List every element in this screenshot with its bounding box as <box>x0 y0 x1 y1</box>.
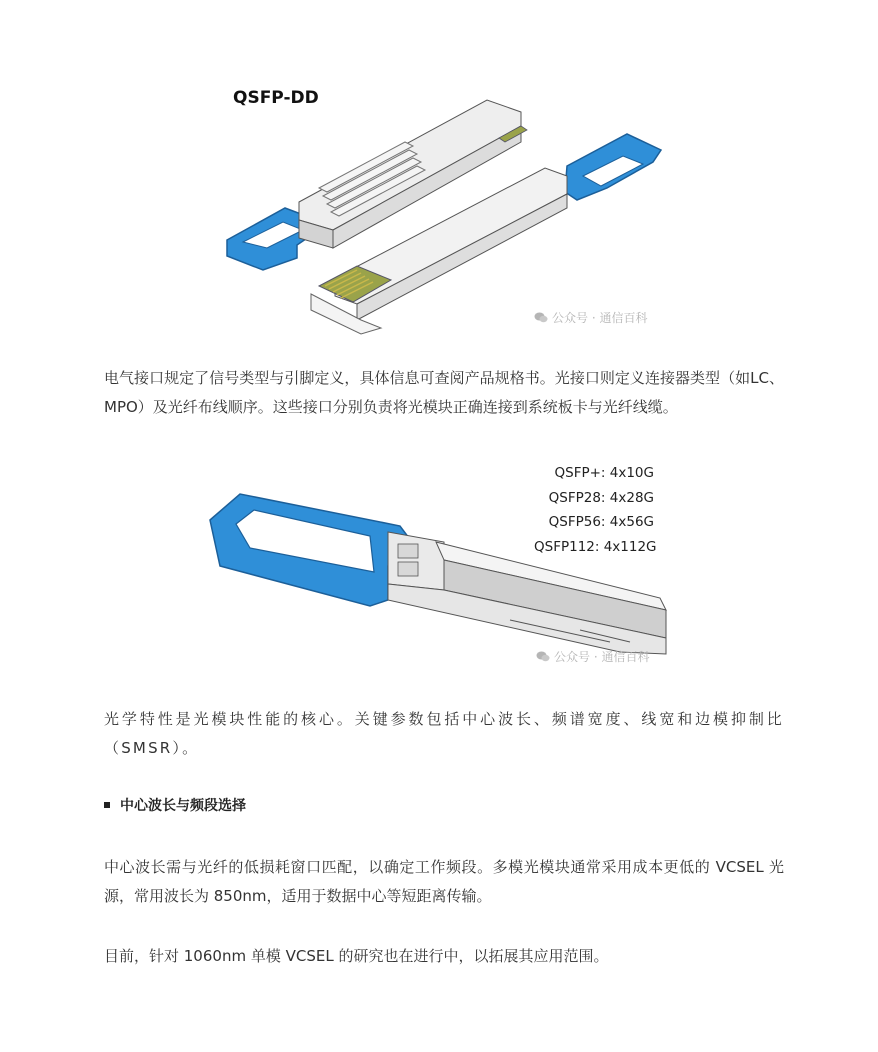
paragraph-optical-characteristics: 光学特性是光模块性能的核心。关键参数包括中心波长、频谱宽度、线宽和边模抑制比（SMSR）。 <box>104 710 784 757</box>
paragraph-vcsel-research: 目前，针对 1060nm 单模 VCSEL 的研究也在进行中，以拓展其应用范围。 <box>104 947 609 965</box>
speed-spec-list <box>534 461 657 559</box>
qsfp-dd-illustration <box>215 80 675 340</box>
spec-qsfp112: QSFP112: 4x112G <box>534 538 657 555</box>
figure1-title: QSFP-DD <box>233 88 319 108</box>
square-bullet-icon <box>104 802 110 808</box>
paragraph-center-wavelength: 中心波长需与光纤的低损耗窗口匹配，以确定工作频段。多模光模块通常采用成本更低的 VCSEL 光源，常用波长为 850nm，适用于数据中心等短距离传输。 <box>104 858 784 905</box>
watermark-text: 公众号 · 通信百科 <box>554 650 650 664</box>
spec-qsfp56: QSFP56: 4x56G <box>548 514 654 530</box>
figure1-watermark <box>534 309 647 326</box>
figure2-watermark <box>536 648 649 665</box>
section-heading-text: 中心波长与频段选择 <box>120 798 246 814</box>
watermark-text: 公众号 · 通信百科 <box>552 311 648 325</box>
qsfp-dd-figure <box>215 80 675 340</box>
paragraph-interfaces: 电气接口规定了信号类型与引脚定义，具体信息可查阅产品规格书。光接口则定义连接器类型（如LC、MPO）及光纤布线顺序。这些接口分别负责将光模块正确连接到系统板卡与光纤线缆。 <box>104 369 784 416</box>
spec-qsfp28: QSFP28: 4x28G <box>548 489 654 506</box>
section-heading <box>104 795 246 815</box>
wechat-icon <box>534 312 548 323</box>
spec-qsfp-plus: QSFP+: 4x10G <box>554 465 654 481</box>
wechat-icon <box>536 651 550 662</box>
